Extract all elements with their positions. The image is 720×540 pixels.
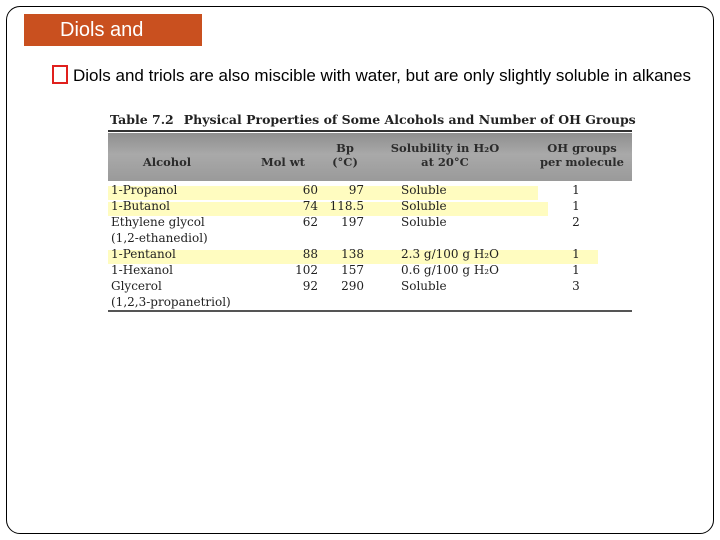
cell-alcohol: (1,2-ethanediol) [111, 231, 208, 245]
table-top-rule [108, 130, 632, 132]
cell-bp: 97 [348, 183, 364, 197]
header-bp-line2: (°C) [332, 155, 358, 169]
table-row [108, 199, 632, 215]
cell-mol-wt: 88 [302, 247, 318, 261]
cell-mol-wt: 92 [302, 279, 318, 293]
cell-oh-groups: 3 [572, 279, 580, 293]
cell-bp: 118.5 [329, 199, 364, 213]
cell-bp: 157 [341, 263, 364, 277]
table-caption [110, 112, 636, 127]
cell-solubility: 2.3 g/100 g H₂O [401, 247, 499, 261]
table-row [108, 279, 632, 295]
cell-alcohol: 1-Butanol [111, 199, 171, 213]
table-row [108, 183, 632, 199]
cell-solubility: Soluble [401, 183, 447, 197]
cell-oh-groups: 2 [572, 215, 580, 229]
table-row [108, 263, 632, 279]
cell-oh-groups: 1 [572, 199, 580, 213]
cell-alcohol: 1-Propanol [111, 183, 178, 197]
header-alcohol: Alcohol [142, 155, 192, 169]
cell-solubility: Soluble [401, 215, 447, 229]
properties-table [108, 108, 634, 316]
header-solubility [380, 141, 510, 169]
cell-oh-groups: 1 [572, 247, 580, 261]
table-row [108, 295, 632, 311]
cell-mol-wt: 60 [302, 183, 318, 197]
table-number: Table 7.2 [110, 112, 174, 127]
header-oh-groups [532, 141, 632, 169]
cell-bp: 138 [341, 247, 364, 261]
cell-alcohol: (1,2,3-propanetriol) [111, 295, 231, 309]
slide-title: Diols and [24, 14, 202, 46]
bullet-marker-icon [52, 65, 68, 84]
header-bp [320, 141, 370, 169]
cell-mol-wt: 62 [302, 215, 318, 229]
cell-bp: 290 [341, 279, 364, 293]
cell-solubility: Soluble [401, 279, 447, 293]
cell-mol-wt: 102 [295, 263, 318, 277]
cell-alcohol: Ethylene glycol [111, 215, 205, 229]
header-mol-wt: Mol wt [261, 155, 305, 169]
bullet-text: Diols and triols are also miscible with water, but are only slightly soluble in alkanes [73, 66, 691, 85]
table-row [108, 231, 632, 247]
header-oh-line2: per molecule [540, 155, 624, 169]
header-solubility-line1: Solubility in H₂O [390, 141, 500, 155]
cell-bp: 197 [341, 215, 364, 229]
cell-oh-groups: 1 [572, 263, 580, 277]
cell-solubility: Soluble [401, 199, 447, 213]
header-oh-line1: OH groups [547, 141, 617, 155]
header-bp-line1: Bp [336, 141, 354, 155]
cell-solubility: 0.6 g/100 g H₂O [401, 263, 499, 277]
table-title: Physical Properties of Some Alcohols and Number of OH Groups [183, 112, 636, 127]
table-row [108, 247, 632, 263]
table-bottom-rule [108, 310, 632, 312]
table-row [108, 215, 632, 231]
cell-alcohol: Glycerol [111, 279, 162, 293]
cell-alcohol: 1-Hexanol [111, 263, 173, 277]
cell-oh-groups: 1 [572, 183, 580, 197]
header-solubility-line2: at 20°C [421, 155, 469, 169]
table-header [108, 133, 632, 181]
cell-alcohol: 1-Pentanol [111, 247, 176, 261]
cell-mol-wt: 74 [302, 199, 318, 213]
